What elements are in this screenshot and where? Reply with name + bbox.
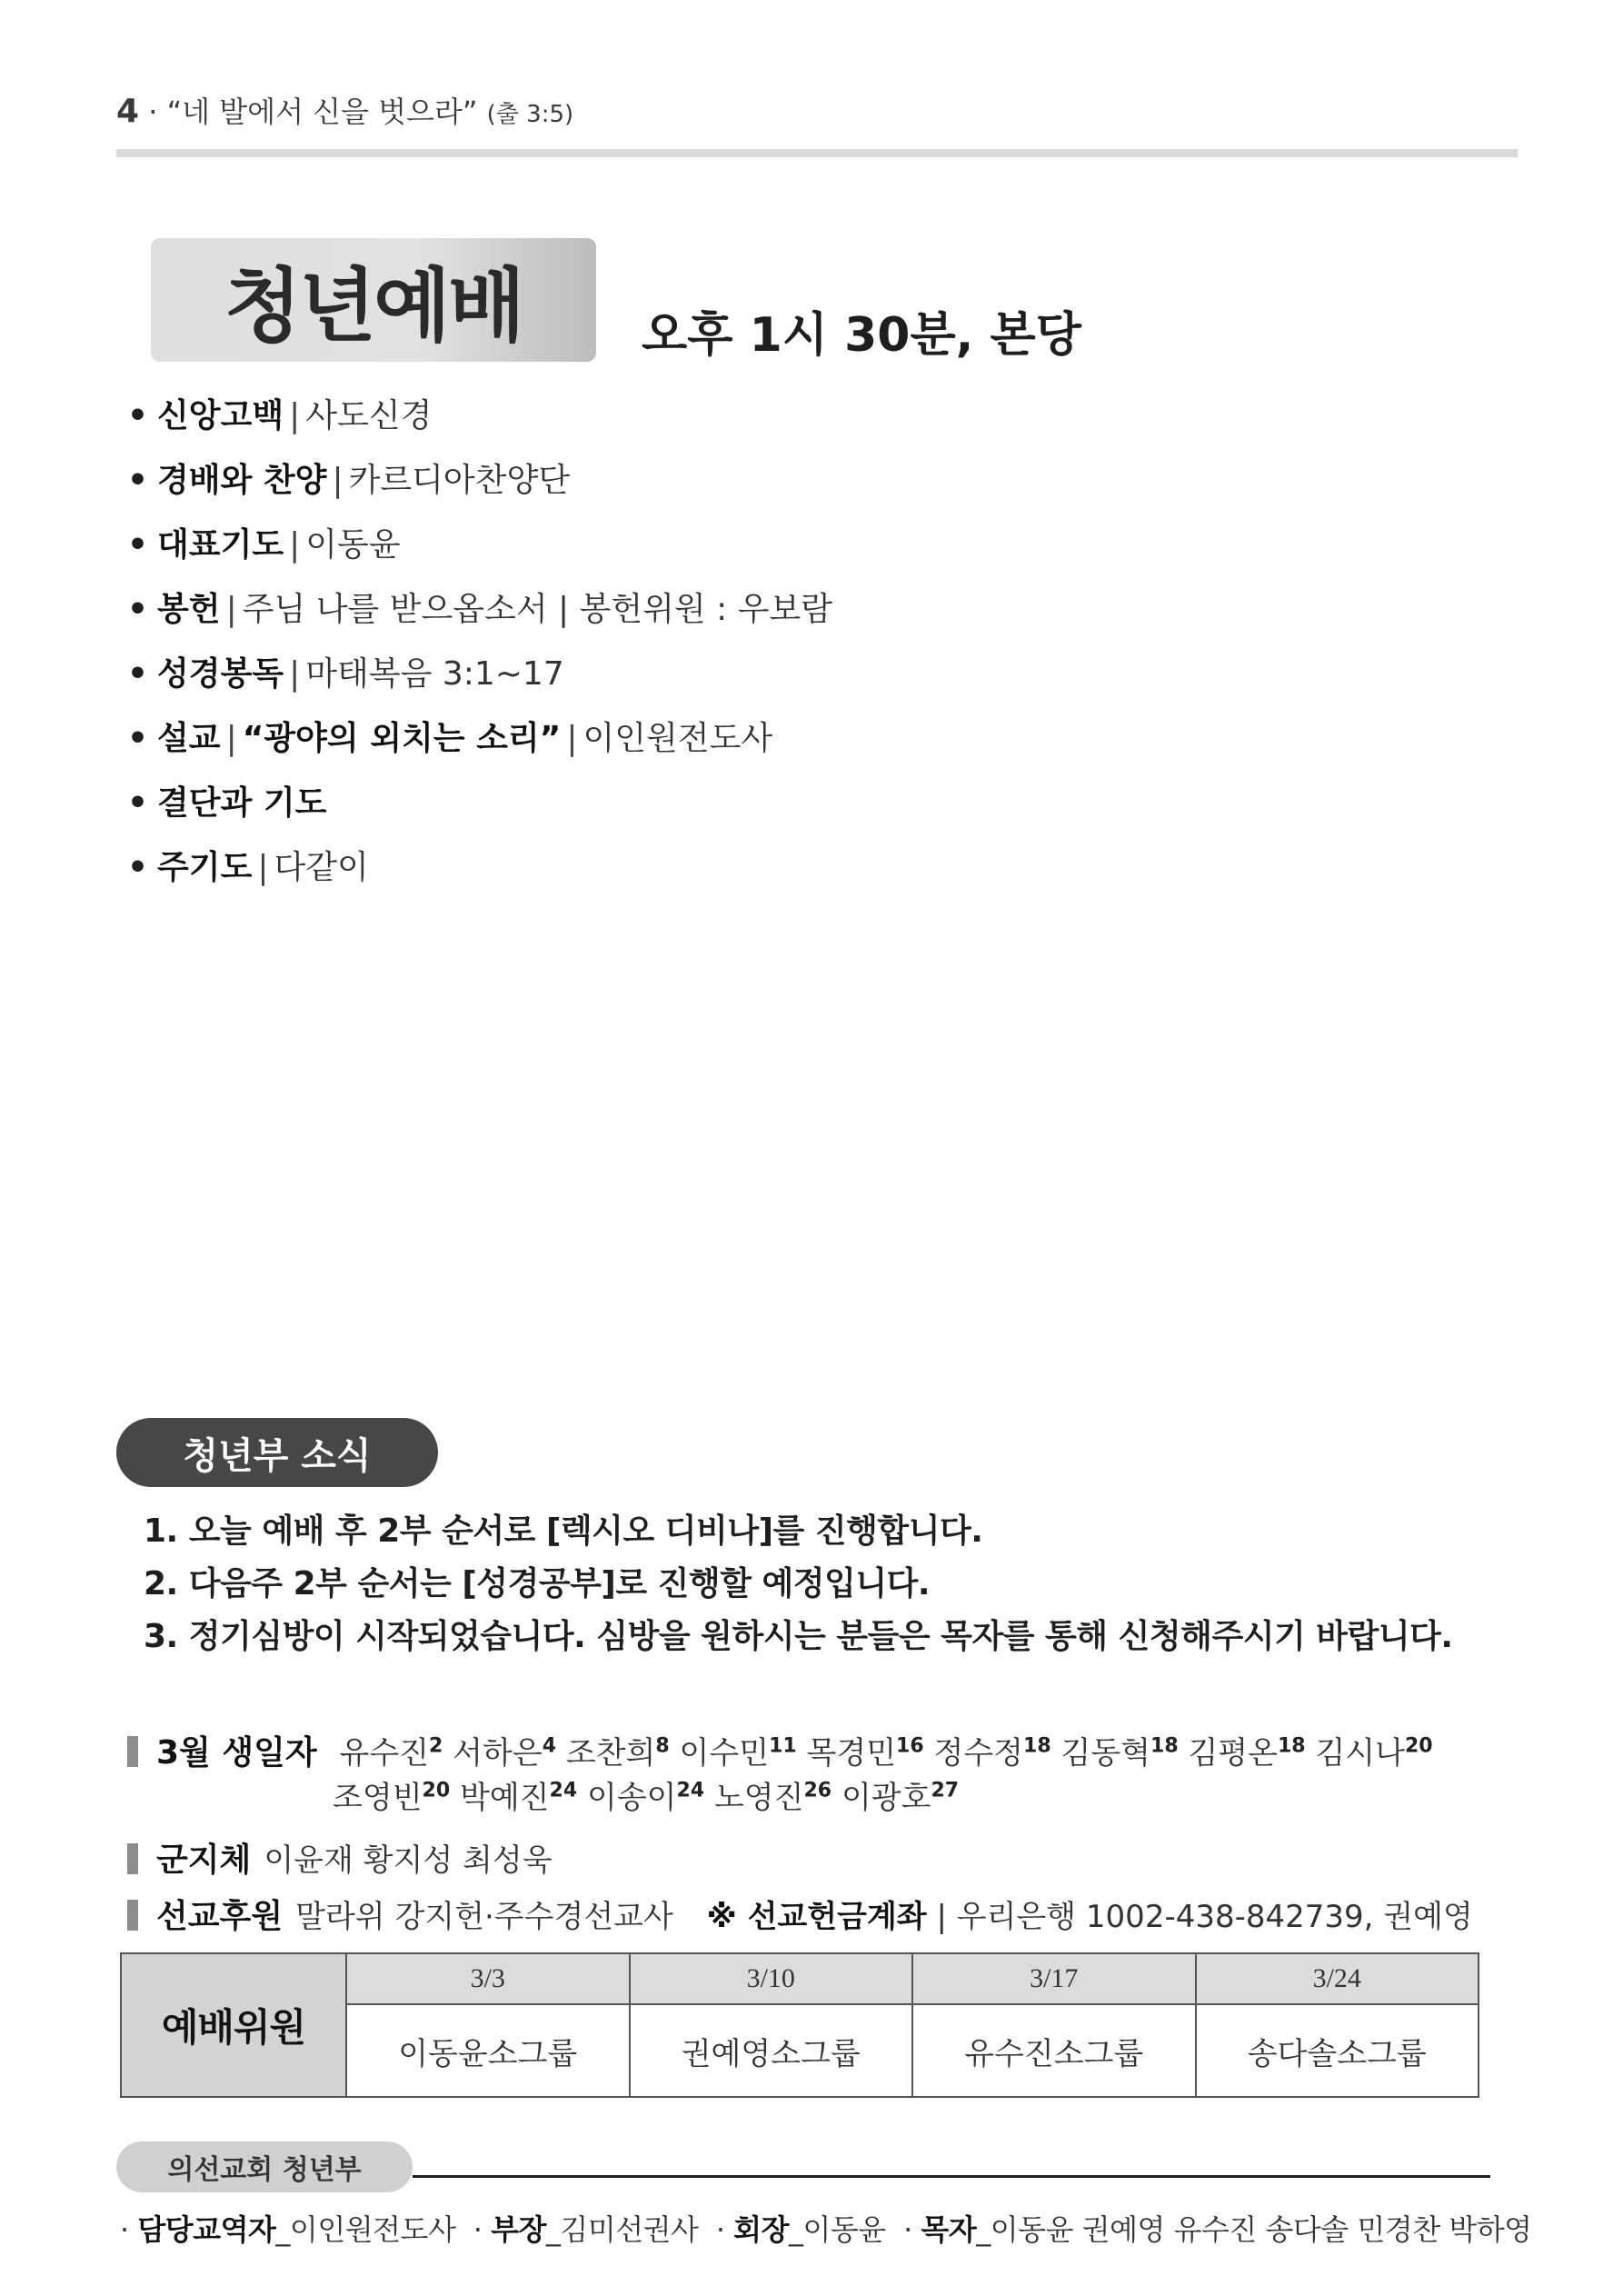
date-cell: 3/3 <box>346 1953 630 2004</box>
birthday-name: 이수민 <box>679 1735 770 1772</box>
row-marker <box>127 1736 138 1767</box>
mission-names: 말라위 강지헌·주수경선교사 <box>295 1899 673 1935</box>
header-reference: (출 3:5) <box>486 101 574 128</box>
birthday-day: 24 <box>549 1779 578 1802</box>
birthday-day: 18 <box>1150 1734 1179 1758</box>
staff-name: _이동윤 <box>788 2212 886 2247</box>
page-number: 4 <box>116 93 140 130</box>
birthday-name: 박예진 <box>459 1780 550 1816</box>
order-detail: 마태복음 3:1~17 <box>305 655 564 693</box>
birthday-name: 조영빈 <box>333 1780 423 1816</box>
group-cell: 송다솔소그룹 <box>1196 2004 1479 2097</box>
bullet: • <box>127 784 149 822</box>
service-title: 청년예배 <box>224 259 523 353</box>
row-marker <box>127 1843 138 1874</box>
order-label: 신앙고백 <box>157 397 284 434</box>
header-verse: “네 발에서 신을 벗으라” <box>166 95 478 129</box>
mission-account: 우리은행 1002-438-842739, 권예영 <box>956 1899 1473 1935</box>
birthday-day: 20 <box>422 1779 451 1802</box>
order-label: 봉헌 <box>157 591 221 628</box>
birthday-name: 목경민 <box>806 1735 897 1772</box>
order-label: 경배와 찬양 <box>157 462 327 499</box>
birthday-label: 3월 생일자 <box>156 1734 317 1772</box>
birthday-day: 2 <box>429 1734 443 1758</box>
worship-committee-table <box>120 1952 1479 2098</box>
birthday-day: 11 <box>769 1734 797 1758</box>
order-item-praise <box>127 455 832 520</box>
staff-line: · 담당교역자_이인원전도사 · 부장_김미선권사 · 회장_이동윤 · 목자_이동윤 권예영 유수진 송다솔 민경찬 박하영 <box>120 2212 1532 2247</box>
bullet: • <box>127 720 149 757</box>
separator: | <box>936 1899 947 1935</box>
birthday-day: 16 <box>896 1734 924 1758</box>
mission-account-label: ※ 선교헌금계좌 <box>706 1899 927 1935</box>
order-label: 설교 <box>157 720 221 757</box>
order-detail: 다같이 <box>274 849 369 886</box>
mission-label: 선교후원 <box>156 1898 284 1935</box>
service-title-box <box>151 238 596 362</box>
birthday-name: 김평온 <box>1188 1735 1278 1772</box>
birthday-name: 유수진 <box>339 1735 430 1772</box>
order-detail: 이인원전도사 <box>582 720 773 757</box>
bullet: • <box>127 655 149 693</box>
order-item-sermon <box>127 714 832 778</box>
military-label: 군지체 <box>156 1842 252 1879</box>
birthday-name: 정수정 <box>933 1735 1024 1772</box>
order-detail: 사도신경 <box>305 397 433 434</box>
birthday-day: 18 <box>1023 1734 1051 1758</box>
separator: | <box>289 655 301 693</box>
bullet: • <box>127 591 149 628</box>
bullet: • <box>127 526 149 564</box>
military-row <box>127 1834 553 1881</box>
birthday-day: 20 <box>1404 1734 1433 1758</box>
order-item-scripture <box>127 649 832 714</box>
separator: | <box>289 397 301 434</box>
group-cell: 유수진소그룹 <box>912 2004 1196 2097</box>
birthday-day: 24 <box>676 1779 705 1802</box>
bullet: • <box>127 849 149 886</box>
news-heading: 청년부 소식 <box>116 1418 438 1487</box>
birthday-name: 김동혁 <box>1060 1735 1151 1772</box>
mission-row <box>127 1891 1473 1937</box>
order-item-creed <box>127 391 832 455</box>
order-label: 결단과 기도 <box>157 784 327 822</box>
service-time-place: 오후 1시 30분, 본당 <box>642 308 1082 363</box>
table-row <box>121 1953 1479 2004</box>
staff-role: 부장 <box>491 2212 546 2247</box>
date-cell: 3/17 <box>912 1953 1196 2004</box>
order-detail: 주님 나를 받으옵소서 | 봉헌위원 : 우보람 <box>242 591 833 628</box>
birthday-name: 김시나 <box>1315 1735 1405 1772</box>
birthday-row <box>127 1727 1433 1773</box>
order-detail: 카르디아찬양단 <box>348 462 571 499</box>
birthday-row-continued <box>333 1772 959 1817</box>
order-item-offering <box>127 584 832 649</box>
order-label: 대표기도 <box>157 526 284 564</box>
page-header <box>116 89 573 131</box>
separator: | <box>332 462 344 499</box>
staff-name: _이인원전도사 <box>275 2212 456 2247</box>
order-item-lords-prayer <box>127 843 832 907</box>
birthday-name: 노영진 <box>713 1780 804 1816</box>
header-divider <box>116 149 1518 157</box>
birthday-name: 조찬희 <box>565 1735 656 1772</box>
church-name-badge: 의선교회 청년부 <box>116 2141 413 2192</box>
news-item: 3. 정기심방이 시작되었습니다. 심방을 원하시는 분들은 목자를 통해 신청해주시기 바랍니다. <box>144 1618 1453 1655</box>
bullet: • <box>127 462 149 499</box>
staff-role: 목자 <box>921 2212 977 2247</box>
birthday-day: 8 <box>655 1734 670 1758</box>
bullet: • <box>127 397 149 434</box>
order-detail: 이동윤 <box>305 526 401 564</box>
group-cell: 권예영소그룹 <box>630 2004 913 2097</box>
separator: | <box>225 720 237 757</box>
birthday-day: 18 <box>1278 1734 1306 1758</box>
date-cell: 3/10 <box>630 1953 913 2004</box>
military-names: 이윤재 황지성 최성욱 <box>264 1842 553 1879</box>
birthday-day: 26 <box>803 1779 832 1802</box>
footer-divider <box>413 2175 1490 2178</box>
news-item: 1. 오늘 예배 후 2부 순서로 [렉시오 디비나]를 진행합니다. <box>144 1512 983 1550</box>
table-header: 예배위원 <box>121 1953 346 2097</box>
separator: | <box>225 591 237 628</box>
separator: | <box>289 526 301 564</box>
order-item-prayer <box>127 520 832 584</box>
staff-name: _김미선권사 <box>545 2212 699 2247</box>
order-label: 주기도 <box>157 849 253 886</box>
birthday-day: 4 <box>542 1734 557 1758</box>
news-item: 2. 다음주 2부 순서는 [성경공부]로 진행할 예정입니다. <box>144 1565 931 1602</box>
birthday-name: 서하은 <box>453 1735 543 1772</box>
row-marker <box>127 1900 138 1931</box>
date-cell: 3/24 <box>1196 1953 1479 2004</box>
staff-name: _이동윤 권예영 유수진 송다솔 민경찬 박하영 <box>976 2212 1532 2247</box>
separator: | <box>566 720 578 757</box>
order-of-worship <box>127 391 832 907</box>
order-label: 성경봉독 <box>157 655 284 693</box>
sermon-title: “광야의 외치는 소리” <box>242 720 562 757</box>
separator: | <box>257 849 269 886</box>
group-cell: 이동윤소그룹 <box>346 2004 630 2097</box>
staff-role: 회장 <box>733 2212 789 2247</box>
news-list <box>144 1509 1453 1667</box>
birthday-name: 이광호 <box>841 1780 931 1816</box>
order-item-decision <box>127 778 832 843</box>
staff-role: 담당교역자 <box>137 2212 276 2247</box>
birthday-name: 이송이 <box>586 1780 677 1816</box>
birthday-day: 27 <box>931 1779 960 1802</box>
header-dot: · <box>148 95 158 129</box>
